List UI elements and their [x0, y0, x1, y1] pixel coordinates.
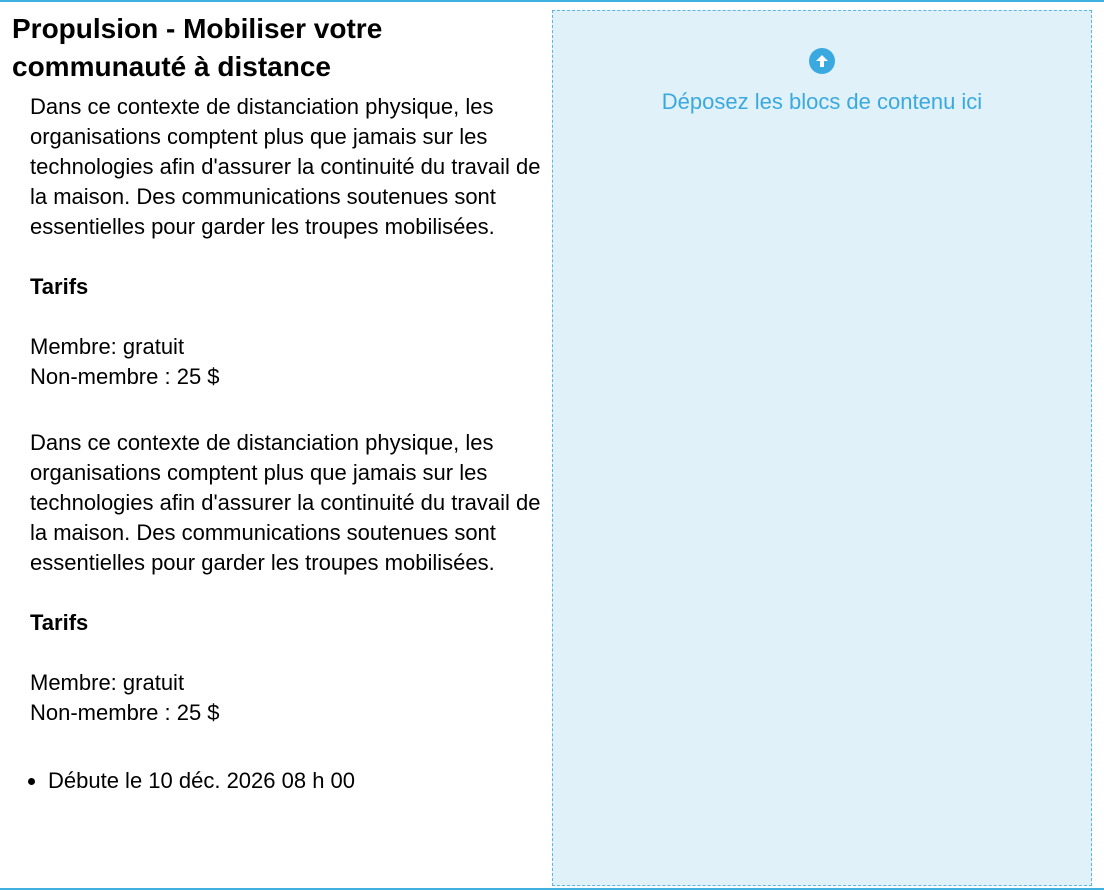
pricing-heading-repeat: Tarifs: [30, 610, 89, 635]
event-description-repeat: Dans ce contexte de distanciation physique, les organisations comptent plus que jamais sur les technologies afin d'assurer la continuité du travail de la maison. Des communications soutenues sont essentielles pour garder les troupes mobilisées.: [30, 430, 541, 575]
content-drop-zone[interactable]: [552, 10, 1092, 886]
upload-arrow-icon: [809, 48, 835, 74]
event-schedule-list: [12, 766, 542, 796]
event-content: [12, 10, 542, 796]
price-non-member: Non-membre : 25 $: [30, 364, 220, 389]
price-member: Membre: gratuit: [30, 334, 185, 359]
price-non-member-repeat: Non-membre : 25 $: [30, 700, 220, 725]
drop-zone-label: Déposez les blocs de contenu ici: [661, 89, 983, 114]
pricing-block-repeat: [30, 668, 542, 728]
event-description: Dans ce contexte de distanciation physique, les organisations comptent plus que jamais sur les technologies afin d'assurer la continuité du travail de la maison. Des communications soutenues sont essentielles pour garder les troupes mobilisées.: [30, 94, 541, 239]
price-member-repeat: Membre: gratuit: [30, 670, 185, 695]
event-start-item: • Débute le 10 déc. 2026 08 h 00: [48, 766, 542, 796]
event-body: [30, 92, 542, 728]
pricing-heading: Tarifs: [30, 274, 89, 299]
pricing-block: [30, 332, 542, 392]
event-title: Propulsion - Mobiliser votre communauté à distance: [12, 13, 383, 82]
